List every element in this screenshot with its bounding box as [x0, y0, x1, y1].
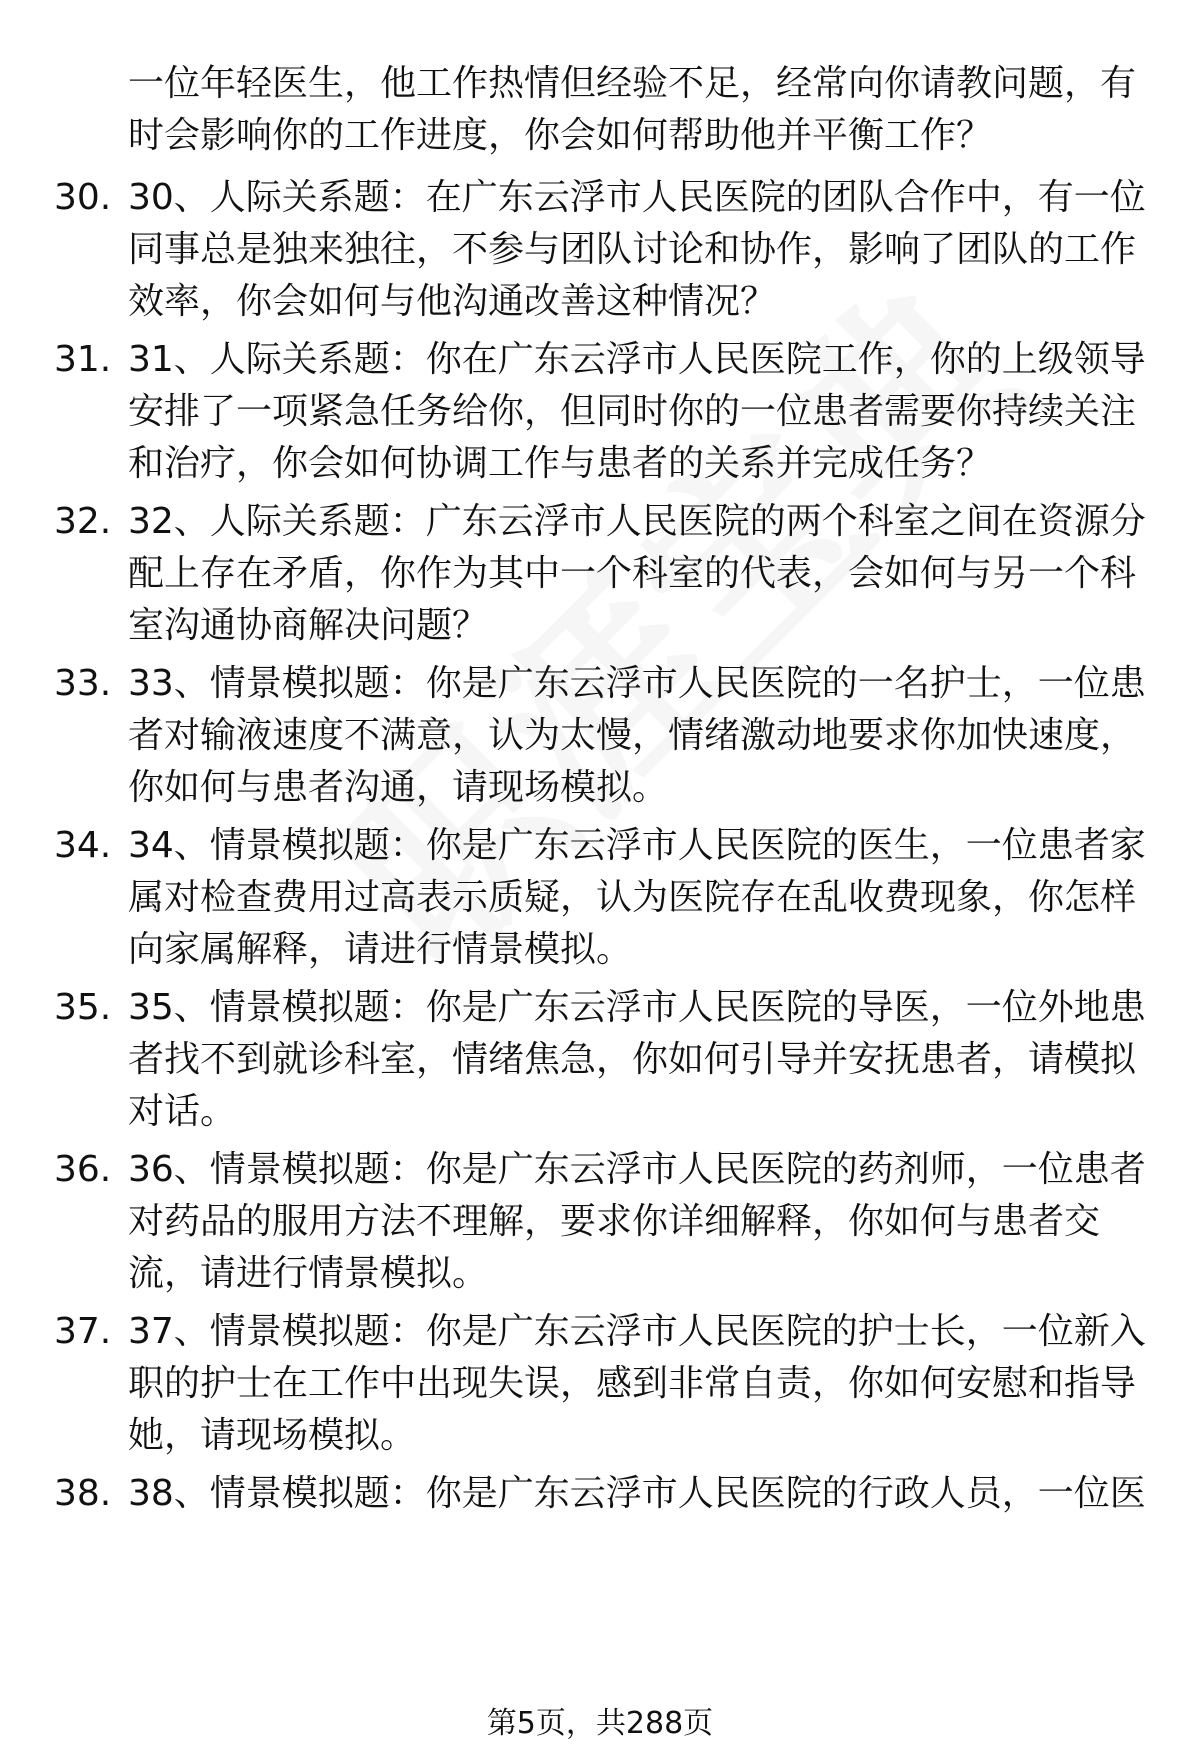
- question-item: [54, 334, 1154, 490]
- question-number: 36.: [54, 1149, 112, 1190]
- question-number: 34.: [54, 825, 112, 866]
- question-text: 34、情景模拟题：你是广东云浮市人民医院的医生，一位患者家属对检查费用过高表示质疑，认为医院存在乱收费现象，你怎样向家属解释，请进行情景模拟。: [128, 825, 1146, 970]
- question-text: 37、情景模拟题：你是广东云浮市人民医院的护士长，一位新入职的护士在工作中出现失误，感到非常自责，你如何安慰和指导她，请现场模拟。: [128, 1311, 1146, 1456]
- question-text: 32、人际关系题：广东云浮市人民医院的两个科室之间在资源分配上存在矛盾，你作为其中一个科室的代表，会如何与另一个科室沟通协商解决问题？: [128, 501, 1146, 646]
- question-text: 35、情景模拟题：你是广东云浮市人民医院的导医，一位外地患者找不到就诊科室，情绪焦急，你如何引导并安抚患者，请模拟对话。: [128, 987, 1146, 1132]
- question-number: 31.: [54, 339, 112, 380]
- question-item: [54, 496, 1154, 652]
- question-item: [54, 1306, 1154, 1462]
- question-text: 33、情景模拟题：你是广东云浮市人民医院的一名护士，一位患者对输液速度不满意，认为太慢，情绪激动地要求你加快速度，你如何与患者沟通，请现场模拟。: [128, 663, 1146, 808]
- question-number: 32.: [54, 501, 112, 542]
- question-item: [54, 1468, 1154, 1520]
- question-item: [54, 1144, 1154, 1300]
- question-number: 33.: [54, 663, 112, 704]
- question-item: [54, 172, 1154, 328]
- page-footer: 第5页，共288页: [486, 1706, 714, 1741]
- question-number: 30.: [54, 177, 112, 218]
- question-text: 38、情景模拟题：你是广东云浮市人民医院的行政人员，一位医: [128, 1473, 1146, 1514]
- question-item: [54, 820, 1154, 976]
- question-text: 36、情景模拟题：你是广东云浮市人民医院的药剂师，一位患者对药品的服用方法不理解，要求你详细解释，你如何与患者交流，请进行情景模拟。: [128, 1149, 1146, 1294]
- question-text: 30、人际关系题：在广东云浮市人民医院的团队合作中，有一位同事总是独来独往，不参与团队讨论和协作，影响了团队的工作效率，你会如何与他沟通改善这种情况？: [128, 177, 1146, 322]
- question-number: 35.: [54, 987, 112, 1028]
- question-number: 38.: [54, 1473, 112, 1514]
- question-item: [54, 982, 1154, 1138]
- continuation-paragraph: 一位年轻医生，他工作热情但经验不足，经常向你请教问题，有时会影响你的工作进度，你会如何帮助他并平衡工作？: [128, 63, 1137, 156]
- question-text: 31、人际关系题：你在广东云浮市人民医院工作，你的上级领导安排了一项紧急任务给你，但同时你的一位患者需要你持续关注和治疗，你会如何协调工作与患者的关系并完成任务？: [128, 339, 1146, 484]
- question-number: 37.: [54, 1311, 112, 1352]
- question-item: [54, 658, 1154, 814]
